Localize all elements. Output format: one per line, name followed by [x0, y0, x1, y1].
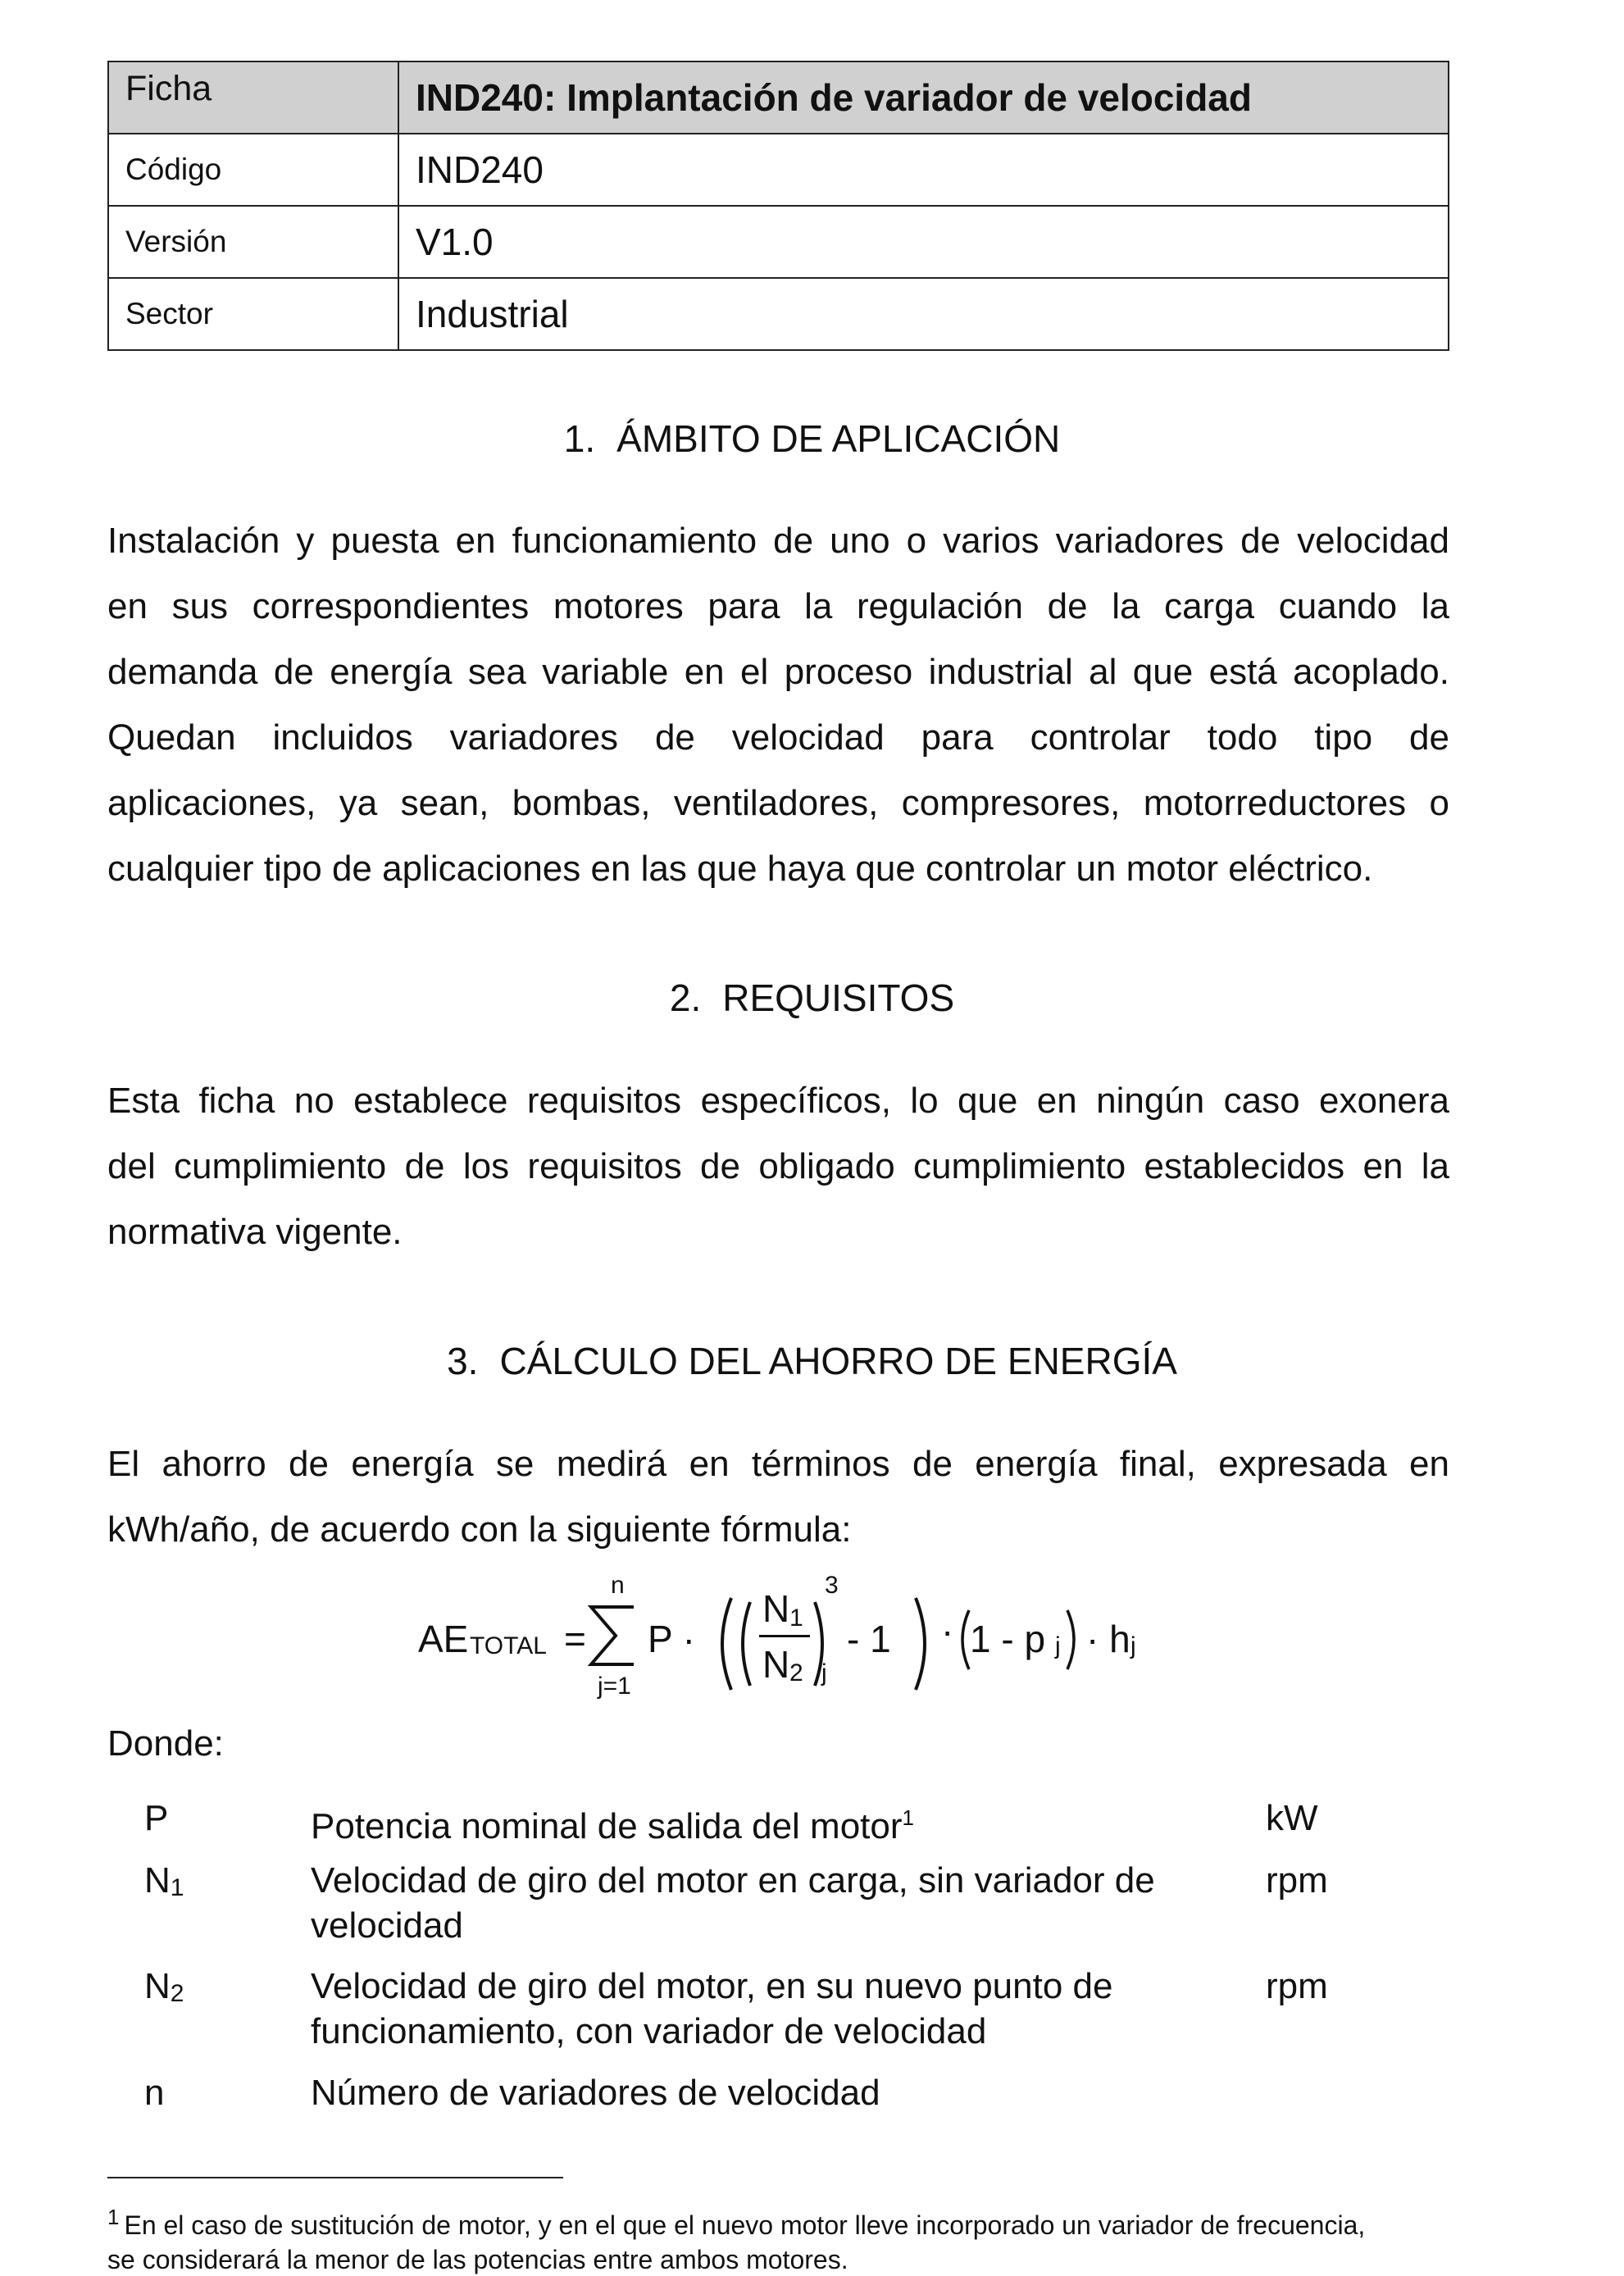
variable-unit: rpm [1266, 1860, 1328, 1900]
sector-label: Sector [108, 278, 398, 350]
footnote-line-2: se considerará la menor de las potencias entre ambos motores. [107, 2245, 848, 2274]
codigo-value: IND240 [398, 134, 1449, 206]
sigma-icon [588, 1604, 637, 1668]
codigo-label: Código [108, 134, 398, 206]
section-3-paragraph [107, 1432, 1449, 1563]
donde-label: Donde: [107, 1723, 224, 1764]
footnote-mark: 1 [107, 2205, 120, 2229]
version-value: V1.0 [398, 206, 1449, 278]
variable-description: Número de variadores de velocidad [311, 2073, 880, 2113]
ficha-row-codigo [108, 134, 1449, 206]
paragraph-line: en sus correspondientes motores para la regulación de la carga cuando la [107, 586, 1449, 626]
footnote-ref: 1 [902, 1805, 914, 1830]
paragraph-line: normativa vigente. [107, 1212, 403, 1252]
formula-lhs-subscript: TOTAL [470, 1632, 547, 1659]
variable-symbol: $N_1$ [144, 1860, 184, 1901]
formula-dot: · [941, 1609, 954, 1652]
section-2-paragraph [107, 1068, 1449, 1265]
section-heading-1 [0, 417, 1624, 461]
footnote-line-1: En el caso de sustitución de motor, y en el que el nuevo motor lleve incorporado un variador de frecuencia, [124, 2210, 1366, 2240]
section-title: CÁLCULO DEL AHORRO DE ENERGÍA [499, 1340, 1177, 1382]
variable-unit: kW [1266, 1798, 1318, 1838]
left-paren-icon [953, 1607, 972, 1673]
formula-minus-one: - 1 [847, 1618, 891, 1660]
section-number: 3. [447, 1340, 479, 1382]
variable-symbol: P [144, 1798, 169, 1838]
section-title: REQUISITOS [722, 976, 955, 1019]
p-subscript: j [1055, 1632, 1061, 1659]
paragraph-line: kWh/año, de acuerdo con la siguiente fórmula: [107, 1509, 852, 1550]
section-1-paragraph [107, 508, 1449, 902]
section-heading-3 [0, 1339, 1624, 1383]
ratio-denominator: N [762, 1643, 790, 1686]
ficha-table [107, 61, 1449, 351]
paragraph-line: cualquier tipo de aplicaciones en las que haya que controlar un motor eléctrico. [107, 849, 1373, 889]
ficha-title: IND240: Implantación de variador de velocidad [398, 61, 1449, 134]
formula-one-minus-p: 1 - p [970, 1618, 1046, 1660]
paragraph-line: Esta ficha no establece requisitos específicos, lo que en ningún caso exonera [107, 1081, 1449, 1121]
h-subscript: j [1130, 1632, 1136, 1659]
ratio-subscript: j [821, 1659, 827, 1687]
section-number: 2. [669, 976, 702, 1019]
variable-description: Potencia nominal de salida del motor$^1$ [311, 1805, 914, 1846]
ficha-row-sector [108, 278, 1449, 350]
sector-value: Industrial [398, 278, 1449, 350]
ratio-numerator-subscript: 1 [789, 1605, 803, 1632]
formula-power: P · [648, 1618, 695, 1660]
formula-equals: = [564, 1618, 586, 1660]
variable-symbol: $N_2$ [144, 1966, 184, 2007]
section-title: ÁMBITO DE APLICACIÓN [616, 417, 1061, 460]
paragraph-line: El ahorro de energía se medirá en términos de energía final, expresada en [107, 1444, 1449, 1484]
ratio-denominator-subscript: 2 [789, 1659, 803, 1687]
ratio-exponent: 3 [825, 1572, 839, 1599]
paragraph-line: aplicaciones, ya sean, bombas, ventiladores, compresores, motorreductores o [107, 783, 1449, 823]
sum-lower-limit: j=1 [598, 1673, 631, 1700]
ficha-row-title [108, 61, 1449, 134]
variable-description: Velocidad de giro del motor, en su nuevo punto de funcionamiento, con variador de velocidad [311, 1966, 1113, 2051]
fraction-bar [759, 1635, 810, 1637]
ficha-row-version [108, 206, 1449, 278]
paragraph-line: demanda de energía sea variable en el proceso industrial al que está acoplado. [107, 652, 1449, 692]
formula-lhs: AE [418, 1618, 469, 1660]
paragraph-line: Instalación y puesta en funcionamiento de uno o varios variadores de velocidad [107, 521, 1449, 561]
variable-unit: rpm [1266, 1966, 1328, 2006]
footnote-divider [107, 2177, 563, 2178]
section-heading-2 [0, 976, 1624, 1020]
left-paren-icon [710, 1595, 735, 1693]
left-paren-icon [732, 1599, 753, 1689]
right-paren-icon [812, 1599, 833, 1689]
right-paren-icon [912, 1595, 937, 1693]
paragraph-line: Quedan incluidos variadores de velocidad para controlar todo tipo de [107, 717, 1449, 758]
right-paren-icon [1064, 1607, 1084, 1673]
sum-upper-limit: n [611, 1572, 625, 1599]
variable-symbol: n [144, 2073, 165, 2113]
formula-hours: · h [1086, 1618, 1130, 1660]
footnote [107, 2200, 1468, 2276]
ratio-numerator: N [762, 1587, 790, 1630]
variable-description: Velocidad de giro del motor en carga, sin variador de velocidad [311, 1860, 1155, 1946]
section-number: 1. [563, 417, 596, 460]
paragraph-line: del cumplimiento de los requisitos de obligado cumplimiento establecidos en la [107, 1146, 1449, 1186]
version-label: Versión [108, 206, 398, 278]
ficha-label: Ficha [108, 61, 398, 134]
